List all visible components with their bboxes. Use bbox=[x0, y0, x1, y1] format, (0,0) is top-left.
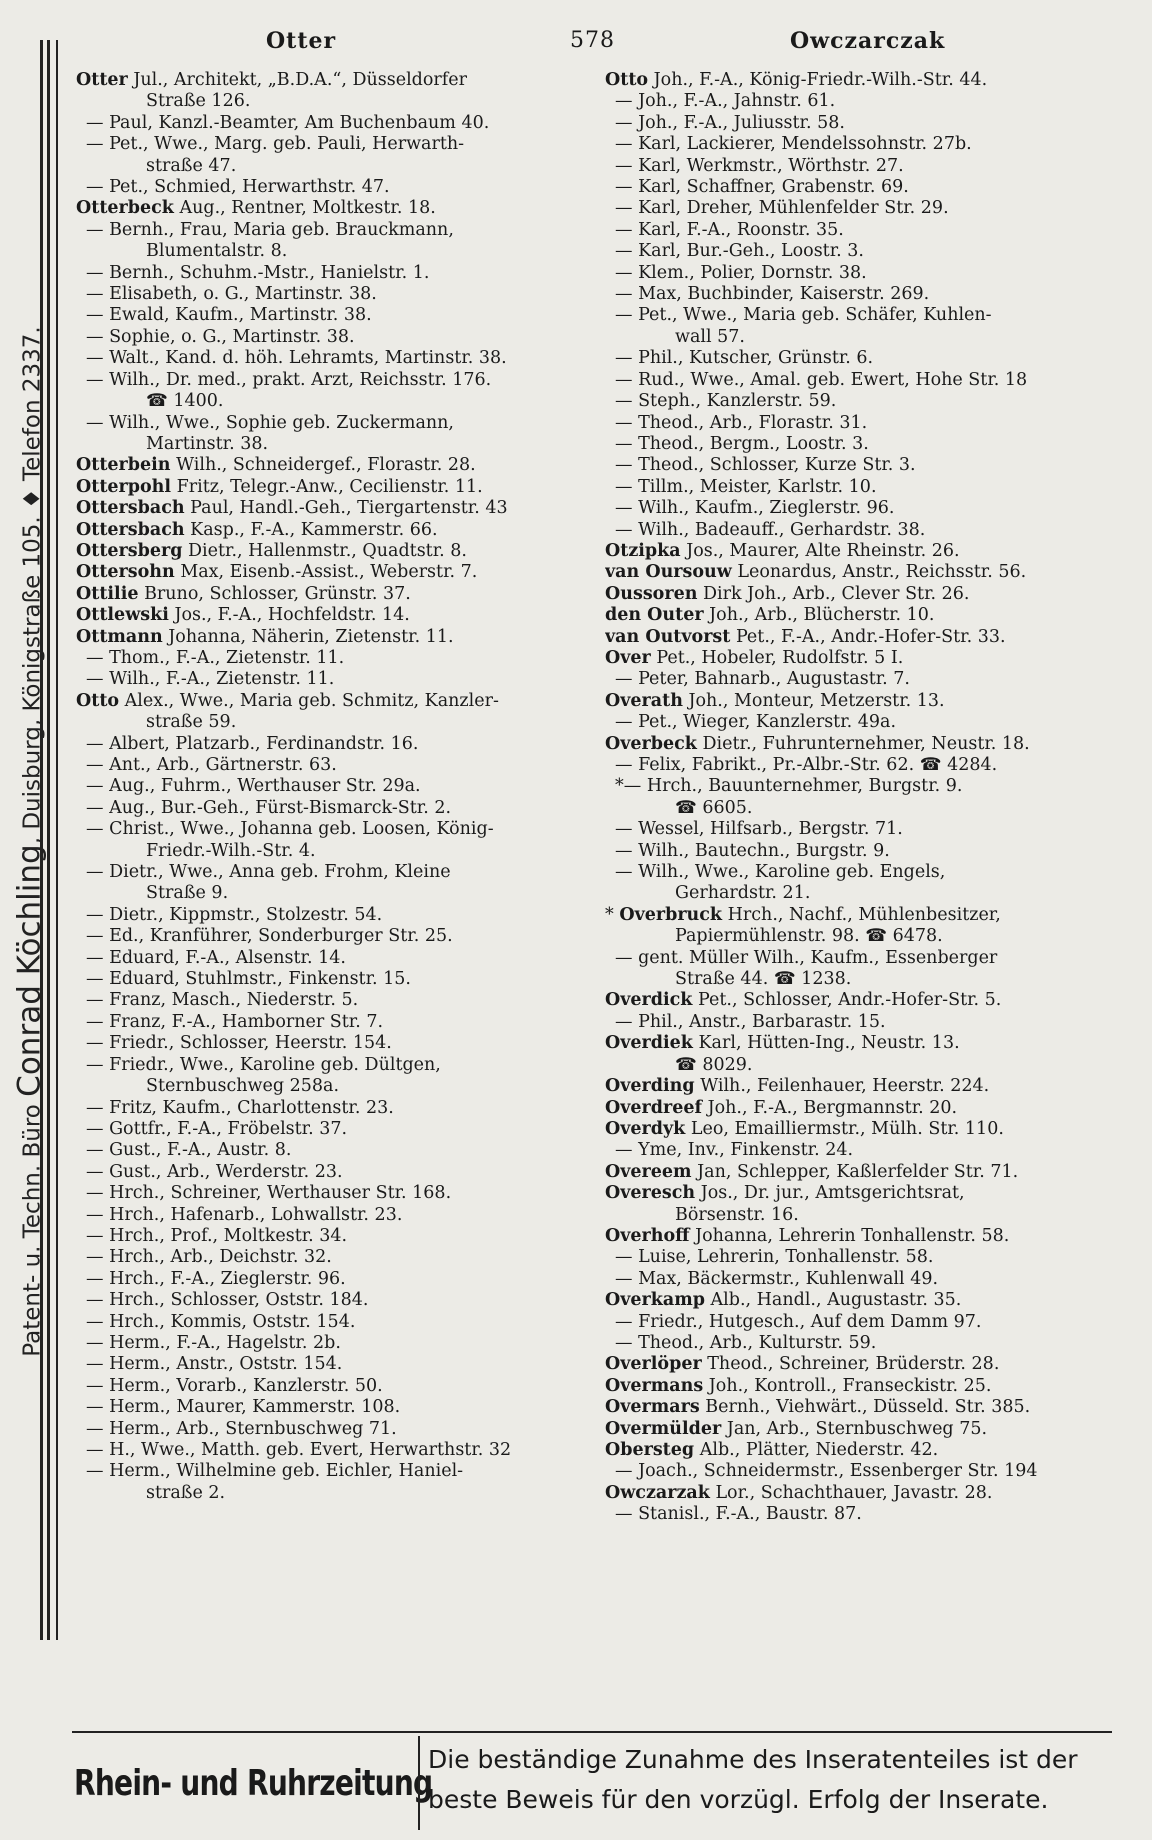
directory-entry: — Wilh., Kaufm., Zieglerstr. 96. bbox=[615, 498, 895, 519]
left-column bbox=[76, 70, 576, 1504]
directory-entry: Martinstr. 38. bbox=[146, 433, 269, 454]
right-column bbox=[605, 70, 1125, 1526]
surname: Overath bbox=[605, 690, 683, 711]
directory-entry: — Herm., F.-A., Hagelstr. 2b. bbox=[86, 1332, 341, 1353]
directory-entry: — Aug., Fuhrm., Werthauser Str. 29a. bbox=[86, 776, 421, 797]
directory-entry: — Theod., Arb., Florastr. 31. bbox=[615, 412, 868, 433]
directory-entry: — Tillm., Meister, Karlstr. 10. bbox=[615, 476, 877, 497]
directory-entry: — Max, Buchbinder, Kaiserstr. 269. bbox=[615, 284, 930, 305]
directory-entry: Ottersbach Kasp., F.-A., Kammerstr. 66. bbox=[76, 519, 438, 540]
ad-line-2: beste Beweis für den vorzügl. Erfolg der Inserate. bbox=[428, 1785, 1049, 1814]
directory-entry: — Hrch., Kommis, Oststr. 154. bbox=[86, 1311, 356, 1332]
directory-entry: Obersteg Alb., Plätter, Niederstr. 42. bbox=[605, 1440, 939, 1460]
directory-entry: Overdyk Leo, Emailliermstr., Mülh. Str. 110. bbox=[605, 1118, 1004, 1139]
directory-entry: Otzipka Jos., Maurer, Alte Rheinstr. 26. bbox=[605, 540, 960, 561]
directory-entry: Börsenstr. 16. bbox=[675, 1204, 799, 1225]
surname: Oussoren bbox=[605, 583, 698, 604]
directory-entry: straße 47. bbox=[146, 155, 237, 176]
directory-entry: — Rud., Wwe., Amal. geb. Ewert, Hohe Str. 18 bbox=[615, 369, 1028, 390]
directory-entry: — Herm., Arb., Sternbuschweg 71. bbox=[86, 1418, 397, 1439]
directory-entry: Overath Joh., Monteur, Metzerstr. 13. bbox=[605, 690, 945, 711]
directory-entry: — Bernh., Schuhm.-Mstr., Hanielstr. 1. bbox=[86, 262, 430, 283]
surname: Overeem bbox=[605, 1161, 692, 1182]
directory-entry: Overeem Jan, Schlepper, Kaßlerfelder Str. 71. bbox=[605, 1161, 1019, 1182]
directory-entry: Owczarzak Lor., Schachthauer, Javastr. 28. bbox=[605, 1482, 993, 1503]
directory-entry: — Max, Bäckermstr., Kuhlenwall 49. bbox=[615, 1268, 939, 1289]
directory-entry: — Bernh., Frau, Maria geb. Brauckmann, bbox=[86, 219, 454, 240]
surname: Ottersberg bbox=[76, 540, 183, 561]
surname: Overbeck bbox=[605, 733, 697, 754]
directory-entry: — Wilh., Bautechn., Burgstr. 9. bbox=[615, 840, 890, 861]
directory-entry: — Hrch., Schreiner, Werthauser Str. 168. bbox=[86, 1183, 452, 1204]
directory-entry: — Wilh., Dr. med., prakt. Arzt, Reichsstr. 176. bbox=[86, 369, 492, 390]
directory-entry: — Friedr., Schlosser, Heerstr. 154. bbox=[86, 1033, 392, 1054]
directory-entry: — Pet., Wieger, Kanzlerstr. 49a. bbox=[615, 712, 897, 733]
directory-entry: — Ewald, Kaufm., Martinstr. 38. bbox=[86, 305, 372, 326]
directory-entry: — Friedr., Wwe., Karoline geb. Dültgen, bbox=[86, 1054, 441, 1075]
directory-entry: Ottmann Johanna, Näherin, Zietenstr. 11. bbox=[76, 626, 454, 647]
directory-entry: wall 57. bbox=[675, 326, 745, 347]
directory-entry: — H., Wwe., Matth. geb. Evert, Herwarthstr. 32 bbox=[86, 1440, 512, 1460]
surname: Overdreef bbox=[605, 1097, 703, 1118]
directory-entry: — Hrch., F.-A., Zieglerstr. 96. bbox=[86, 1268, 346, 1289]
directory-entry: Overhoff Johanna, Lehrerin Tonhallenstr. 58. bbox=[605, 1225, 1010, 1246]
directory-entry: — Joh., F.-A., Juliusstr. 58. bbox=[615, 112, 845, 133]
directory-entry: Ottlewski Jos., F.-A., Hochfeldstr. 14. bbox=[76, 605, 410, 626]
directory-entry: — Dietr., Kippmstr., Stolzestr. 54. bbox=[86, 904, 383, 925]
surname: Otzipka bbox=[605, 540, 681, 561]
directory-entry: — Wessel, Hilfsarb., Bergstr. 71. bbox=[615, 819, 903, 840]
directory-entry: — Pet., Schmied, Herwarthstr. 47. bbox=[86, 177, 390, 198]
directory-entry: — Phil., Anstr., Barbarastr. 15. bbox=[615, 1011, 886, 1032]
directory-entry: van Outvorst Pet., F.-A., Andr.-Hofer-Str. 33. bbox=[605, 626, 1006, 647]
directory-entry: straße 2. bbox=[146, 1482, 226, 1503]
directory-entry: — Dietr., Wwe., Anna geb. Frohm, Kleine bbox=[86, 862, 451, 883]
directory-entry: — Eduard, Stuhlmstr., Finkenstr. 15. bbox=[86, 969, 411, 990]
directory-entry: — Steph., Kanzlerstr. 59. bbox=[615, 391, 837, 412]
directory-entry: — Aug., Bur.-Geh., Fürst-Bismarck-Str. 2. bbox=[86, 797, 452, 818]
directory-entry: — Luise, Lehrerin, Tonhallenstr. 58. bbox=[615, 1247, 934, 1268]
directory-entry: Straße 9. bbox=[146, 883, 229, 904]
directory-entry: — Wilh., F.-A., Zietenstr. 11. bbox=[86, 669, 335, 690]
directory-entry: Overmülder Jan, Arb., Sternbuschweg 75. bbox=[605, 1418, 988, 1439]
surname: den Outer bbox=[605, 605, 704, 626]
directory-entry: — Franz, Masch., Niederstr. 5. bbox=[86, 990, 359, 1011]
directory-entry: Otto Joh., F.-A., König-Friedr.-Wilh.-Str. 44. bbox=[605, 70, 988, 90]
directory-entry: Ottersbach Paul, Handl.-Geh., Tiergartenstr. 43 bbox=[76, 498, 508, 519]
directory-entry: — Karl, Bur.-Geh., Loostr. 3. bbox=[615, 241, 864, 262]
directory-entry: — Hrch., Arb., Deichstr. 32. bbox=[86, 1247, 332, 1268]
footer-advertisement bbox=[428, 1740, 1108, 1820]
directory-entry: — gent. Müller Wilh., Kaufm., Essenberger bbox=[615, 947, 998, 968]
surname: Otto bbox=[605, 70, 649, 90]
directory-entry: Otterbeck Aug., Rentner, Moltkestr. 18. bbox=[76, 198, 436, 219]
directory-entry: Otterpohl Fritz, Telegr.-Anw., Cecilienstr. 11. bbox=[76, 476, 483, 497]
directory-entry: — Herm., Wilhelmine geb. Eichler, Haniel- bbox=[86, 1461, 464, 1482]
directory-entry: Ottilie Bruno, Schlosser, Grünstr. 37. bbox=[76, 583, 411, 604]
directory-entry: — Herm., Anstr., Oststr. 154. bbox=[86, 1354, 343, 1375]
directory-entry: — Fritz, Kaufm., Charlottenstr. 23. bbox=[86, 1097, 394, 1118]
directory-entry: — Christ., Wwe., Johanna geb. Loosen, König- bbox=[86, 819, 494, 840]
directory-entry: Straße 126. bbox=[146, 91, 251, 112]
ad-line-1: Die beständige Zunahme des Inseratenteiles ist der bbox=[428, 1745, 1078, 1774]
surname: Overdyk bbox=[605, 1118, 686, 1139]
directory-entry: Overmars Bernh., Viehwärt., Düsseld. Str. 385. bbox=[605, 1397, 1031, 1418]
surname: Overding bbox=[605, 1076, 695, 1097]
directory-entry: Overdick Pet., Schlosser, Andr.-Hofer-Str. 5. bbox=[605, 990, 1002, 1011]
directory-entry: *— Hrch., Bauunternehmer, Burgstr. 9. bbox=[615, 776, 963, 797]
surname: Overdiek bbox=[605, 1033, 693, 1054]
surname: Otterbeck bbox=[76, 198, 174, 219]
header-right-keyword: Owczarczak bbox=[790, 28, 946, 54]
footer-divider bbox=[72, 1731, 1112, 1733]
surname: Overhoff bbox=[605, 1225, 690, 1246]
sidebar-prefix: Patent- u. Techn. Büro bbox=[19, 1096, 46, 1357]
surname: Overmans bbox=[605, 1375, 704, 1396]
surname: Otter bbox=[76, 70, 128, 90]
directory-entry: — Herm., Vorarb., Kanzlerstr. 50. bbox=[86, 1375, 383, 1396]
directory-entry: Friedr.-Wilh.-Str. 4. bbox=[146, 840, 316, 861]
directory-entry: Overesch Jos., Dr. jur., Amtsgerichtsrat, bbox=[605, 1183, 965, 1204]
directory-entry: Overkamp Alb., Handl., Augustastr. 35. bbox=[605, 1290, 962, 1311]
directory-entry: — Friedr., Hutgesch., Auf dem Damm 97. bbox=[615, 1311, 982, 1332]
directory-entry: Otto Alex., Wwe., Maria geb. Schmitz, Kanzler- bbox=[76, 690, 499, 711]
directory-entry: — Karl, F.-A., Roonstr. 35. bbox=[615, 219, 844, 240]
surname: Overmars bbox=[605, 1397, 700, 1418]
directory-entry: — Sophie, o. G., Martinstr. 38. bbox=[86, 326, 355, 347]
surname: van Outvorst bbox=[605, 626, 731, 647]
directory-entry: den Outer Joh., Arb., Blücherstr. 10. bbox=[605, 605, 935, 626]
surname: Ottilie bbox=[76, 583, 139, 604]
directory-entry: — Elisabeth, o. G., Martinstr. 38. bbox=[86, 284, 377, 305]
directory-entry: Overdreef Joh., F.-A., Bergmannstr. 20. bbox=[605, 1097, 958, 1118]
directory-entry: — Hrch., Hafenarb., Lohwallstr. 23. bbox=[86, 1204, 403, 1225]
directory-entry: — Wilh., Wwe., Karoline geb. Engels, bbox=[615, 862, 946, 883]
sidebar-name: Conrad Köchling bbox=[11, 844, 48, 1097]
directory-entry: Otter Jul., Architekt, „B.D.A.“, Düsseldorfer bbox=[76, 70, 467, 90]
directory-entry: — Theod., Schlosser, Kurze Str. 3. bbox=[615, 455, 916, 476]
directory-entry: ☎ 8029. bbox=[675, 1054, 753, 1075]
directory-entry: — Pet., Wwe., Maria geb. Schäfer, Kuhlen- bbox=[615, 305, 992, 326]
directory-entry: — Gottfr., F.-A., Fröbelstr. 37. bbox=[86, 1118, 348, 1139]
directory-entry: — Karl, Werkmstr., Wörthstr. 27. bbox=[615, 155, 904, 176]
directory-entry: ☎ 6605. bbox=[675, 797, 753, 818]
footer-banner: Rhein- und Ruhrzeitung bbox=[74, 1763, 433, 1804]
directory-entry: ☎ 1400. bbox=[146, 391, 224, 412]
directory-entry: — Wilh., Badeauff., Gerhardstr. 38. bbox=[615, 519, 926, 540]
surname: Ottersbach bbox=[76, 498, 185, 519]
directory-entry: Papiermühlenstr. 98. ☎ 6478. bbox=[675, 926, 943, 947]
sidebar-advertisement bbox=[0, 40, 62, 1640]
directory-entry: — Felix, Fabrikt., Pr.-Albr.-Str. 62. ☎ 4284. bbox=[615, 755, 998, 775]
surname: Otterpohl bbox=[76, 476, 172, 497]
directory-entry: — Thom., F.-A., Zietenstr. 11. bbox=[86, 647, 345, 668]
directory-entry: van Oursouw Leonardus, Anstr., Reichsstr. 56. bbox=[605, 562, 1027, 583]
directory-entry: — Paul, Kanzl.-Beamter, Am Buchenbaum 40. bbox=[86, 112, 490, 133]
directory-entry: — Hrch., Schlosser, Oststr. 184. bbox=[86, 1290, 369, 1311]
directory-entry: — Hrch., Prof., Moltkestr. 34. bbox=[86, 1225, 348, 1246]
header-left-keyword: Otter bbox=[266, 28, 337, 54]
surname: Otto bbox=[76, 690, 120, 711]
directory-entry: — Eduard, F.-A., Alsenstr. 14. bbox=[86, 947, 346, 968]
surname: Overmülder bbox=[605, 1418, 722, 1439]
surname: Overlöper bbox=[605, 1354, 702, 1375]
directory-entry: — Wilh., Wwe., Sophie geb. Zuckermann, bbox=[86, 412, 454, 433]
directory-entry: Sternbuschweg 258a. bbox=[146, 1076, 340, 1097]
footer-separator bbox=[418, 1736, 420, 1830]
directory-entry: — Peter, Bahnarb., Augustastr. 7. bbox=[615, 669, 910, 690]
directory-entry: — Stanisl., F.-A., Baustr. 87. bbox=[615, 1504, 862, 1525]
directory-entry: — Ed., Kranführer, Sonderburger Str. 25. bbox=[86, 926, 453, 947]
directory-entry: Ottersohn Max, Eisenb.-Assist., Weberstr. 7. bbox=[76, 562, 478, 583]
surname: Over bbox=[605, 647, 651, 668]
directory-entry: straße 59. bbox=[146, 712, 237, 733]
surname: Ottlewski bbox=[76, 605, 169, 626]
directory-entry: Overdiek Karl, Hütten-Ing., Neustr. 13. bbox=[605, 1033, 960, 1054]
directory-entry: — Joach., Schneidermstr., Essenberger Str. 194 bbox=[615, 1461, 1038, 1482]
sidebar-suffix: , Duisburg, Königstraße 105. ♦ Telefon 2337. bbox=[19, 326, 46, 845]
surname: Ottmann bbox=[76, 626, 163, 647]
directory-entry: Overding Wilh., Feilenhauer, Heerstr. 224. bbox=[605, 1076, 990, 1097]
sidebar-text bbox=[12, 62, 51, 1622]
directory-entry: Blumentalstr. 8. bbox=[146, 241, 288, 262]
directory-entry: — Franz, F.-A., Hamborner Str. 7. bbox=[86, 1011, 384, 1032]
directory-entry: — Klem., Polier, Dornstr. 38. bbox=[615, 262, 867, 283]
surname: Obersteg bbox=[605, 1440, 695, 1460]
directory-entry: — Theod., Arb., Kulturstr. 59. bbox=[615, 1332, 877, 1353]
surname: Overesch bbox=[605, 1183, 696, 1204]
directory-entry: Otterbein Wilh., Schneidergef., Florastr. 28. bbox=[76, 455, 476, 476]
directory-entry: Over Pet., Hobeler, Rudolfstr. 5 I. bbox=[605, 647, 904, 668]
surname: Ottersbach bbox=[76, 519, 185, 540]
directory-entry: — Karl, Lackierer, Mendelssohnstr. 27b. bbox=[615, 134, 972, 155]
directory-entry: — Yme, Inv., Finkenstr. 24. bbox=[615, 1140, 854, 1161]
directory-entry: Ottersberg Dietr., Hallenmstr., Quadtstr. 8. bbox=[76, 540, 467, 561]
surname: Ottersohn bbox=[76, 562, 175, 583]
directory-entry: Gerhardstr. 21. bbox=[675, 883, 811, 904]
directory-entry: — Gust., F.-A., Austr. 8. bbox=[86, 1140, 292, 1161]
directory-entry: — Gust., Arb., Werderstr. 23. bbox=[86, 1161, 343, 1182]
directory-entry: Straße 44. ☎ 1238. bbox=[675, 969, 852, 990]
surname: van Oursouw bbox=[605, 562, 732, 583]
directory-entry: — Albert, Platzarb., Ferdinandstr. 16. bbox=[86, 733, 419, 754]
directory-entry: — Karl, Schaffner, Grabenstr. 69. bbox=[615, 177, 909, 198]
directory-entry: — Walt., Kand. d. höh. Lehramts, Martinstr. 38. bbox=[86, 348, 507, 369]
directory-entry: — Ant., Arb., Gärtnerstr. 63. bbox=[86, 755, 337, 775]
directory-entry: * Overbruck Hrch., Nachf., Mühlenbesitzer, bbox=[605, 904, 1001, 925]
directory-entry: Oussoren Dirk Joh., Arb., Clever Str. 26. bbox=[605, 583, 970, 604]
surname: Overkamp bbox=[605, 1290, 705, 1311]
directory-entry: Overbeck Dietr., Fuhrunternehmer, Neustr. 18. bbox=[605, 733, 1030, 754]
directory-entry: Overlöper Theod., Schreiner, Brüderstr. 28. bbox=[605, 1354, 1000, 1375]
directory-entry: — Karl, Dreher, Mühlenfelder Str. 29. bbox=[615, 198, 949, 219]
surname: Owczarzak bbox=[605, 1482, 710, 1503]
surname: Overdick bbox=[605, 990, 693, 1011]
directory-entry: — Pet., Wwe., Marg. geb. Pauli, Herwarth- bbox=[86, 134, 465, 155]
directory-entry: — Phil., Kutscher, Grünstr. 6. bbox=[615, 348, 874, 369]
surname: Otterbein bbox=[76, 455, 171, 476]
directory-entry: — Joh., F.-A., Jahnstr. 61. bbox=[615, 91, 836, 112]
page-number: 578 bbox=[570, 28, 615, 53]
surname: Overbruck bbox=[619, 904, 723, 925]
directory-entry: Overmans Joh., Kontroll., Franseckistr. 25. bbox=[605, 1375, 992, 1396]
directory-entry: — Theod., Bergm., Loostr. 3. bbox=[615, 433, 869, 454]
directory-entry: — Herm., Maurer, Kammerstr. 108. bbox=[86, 1397, 401, 1418]
